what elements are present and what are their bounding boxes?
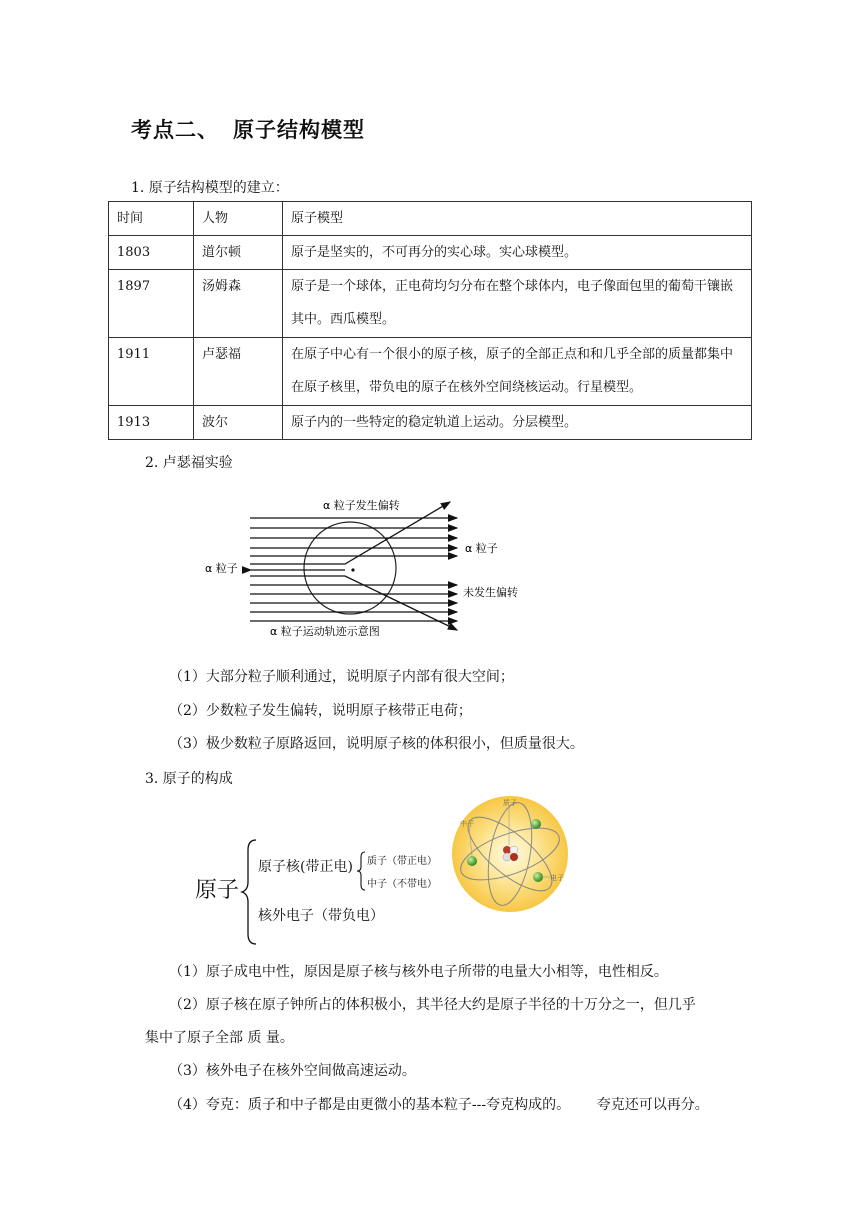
- page-title: [131, 114, 365, 144]
- rutherford-experiment-diagram: [195, 490, 545, 642]
- electron-ball: [533, 872, 543, 882]
- section3-heading: 3. 原子的构成: [145, 771, 233, 787]
- cell-person: 道尔顿: [194, 236, 283, 270]
- electron-ball: [531, 819, 541, 829]
- composition-electron: 核外电子（带负电）: [258, 908, 384, 924]
- nucleus-dot: [351, 568, 354, 571]
- title-prefix: 考点二、: [131, 118, 219, 142]
- cell-person: 卢瑟福: [194, 338, 283, 406]
- atom-label-proton: 质子: [503, 799, 517, 807]
- composition-nucleus: 原子核(带正电): [258, 859, 353, 875]
- atom-circle: [304, 522, 396, 614]
- nucleus-brace-icon: [355, 851, 367, 891]
- table-row: [109, 338, 752, 406]
- section2-heading: 2. 卢瑟福实验: [145, 455, 233, 471]
- table-row: [109, 406, 752, 440]
- cell-model: 在原子中心有一个很小的原子核，原子的全部正点和和几乎全部的质量都集中在原子核里，带负电的原子在核外空间绕核运动。行星模型。: [283, 338, 752, 406]
- cell-year: 1803: [109, 236, 194, 270]
- point-4-4: （4）夸克：质子和中子都是由更微小的基本粒子---夸克构成的。 夸克还可以再分。: [169, 1097, 709, 1113]
- label-alpha-right: α 粒子: [465, 542, 498, 555]
- cell-person: 汤姆森: [194, 270, 283, 338]
- cell-person: 波尔: [194, 406, 283, 440]
- atom-illustration: [447, 793, 573, 915]
- alpha-beams: [250, 502, 457, 630]
- point-3: （3）极少数粒子原路返回，说明原子核的体积很小，但质量很大。: [169, 736, 584, 752]
- header-person: 人物: [194, 202, 283, 236]
- point-4-1: （1）原子成电中性，原因是原子核与核外电子所带的电量大小相等，电性相反。: [169, 964, 668, 980]
- label-no-deflect: 未发生偏转: [463, 586, 518, 599]
- header-model: 原子模型: [283, 202, 752, 236]
- point-4-2: （2）原子核在原子钟所占的体积极小，其半径大约是原子半径的十万分之一，但几乎: [169, 997, 696, 1013]
- table-header-row: [109, 202, 752, 236]
- atom-model-table: [108, 201, 752, 440]
- cell-year: 1897: [109, 270, 194, 338]
- electron-ball: [467, 856, 477, 866]
- composition-neutron: 中子（不带电）: [367, 879, 437, 890]
- title-main: 原子结构模型: [233, 118, 365, 142]
- cell-model: 原子是一个球体，正电荷均匀分布在整个球体内，电子像面包里的葡萄干镶嵌其中。西瓜模型。: [283, 270, 752, 338]
- cell-model: 原子内的一些特定的稳定轨道上运动。分层模型。: [283, 406, 752, 440]
- main-brace-icon: [240, 838, 260, 946]
- label-alpha-left: α 粒子: [205, 562, 238, 575]
- label-deflect: α 粒子发生偏转: [323, 499, 400, 512]
- header-time: 时间: [109, 202, 194, 236]
- table-row: [109, 270, 752, 338]
- table-row: [109, 236, 752, 270]
- point-2: （2）少数粒子发生偏转，说明原子核带正电荷；: [169, 703, 472, 719]
- atom-label-electron: 电子: [550, 874, 564, 882]
- composition-proton: 质子（带正电）: [367, 856, 437, 867]
- point-4-3: （3）核外电子在核外空间做高速运动。: [169, 1063, 416, 1079]
- cell-year: 1913: [109, 406, 194, 440]
- atom-label-neutron: 中子: [460, 820, 474, 828]
- section1-heading: 1. 原子结构模型的建立：: [131, 180, 289, 196]
- point-1: （1）大部分粒子顺利通过，说明原子内部有很大空间；: [169, 669, 514, 685]
- composition-root: 原子: [195, 878, 240, 903]
- point-4-2-cont: 集中了原子全部 质 量。: [145, 1030, 294, 1046]
- cell-year: 1911: [109, 338, 194, 406]
- cell-model: 原子是坚实的，不可再分的实心球。实心球模型。: [283, 236, 752, 270]
- diagram-caption: α 粒子运动轨迹示意图: [270, 625, 380, 638]
